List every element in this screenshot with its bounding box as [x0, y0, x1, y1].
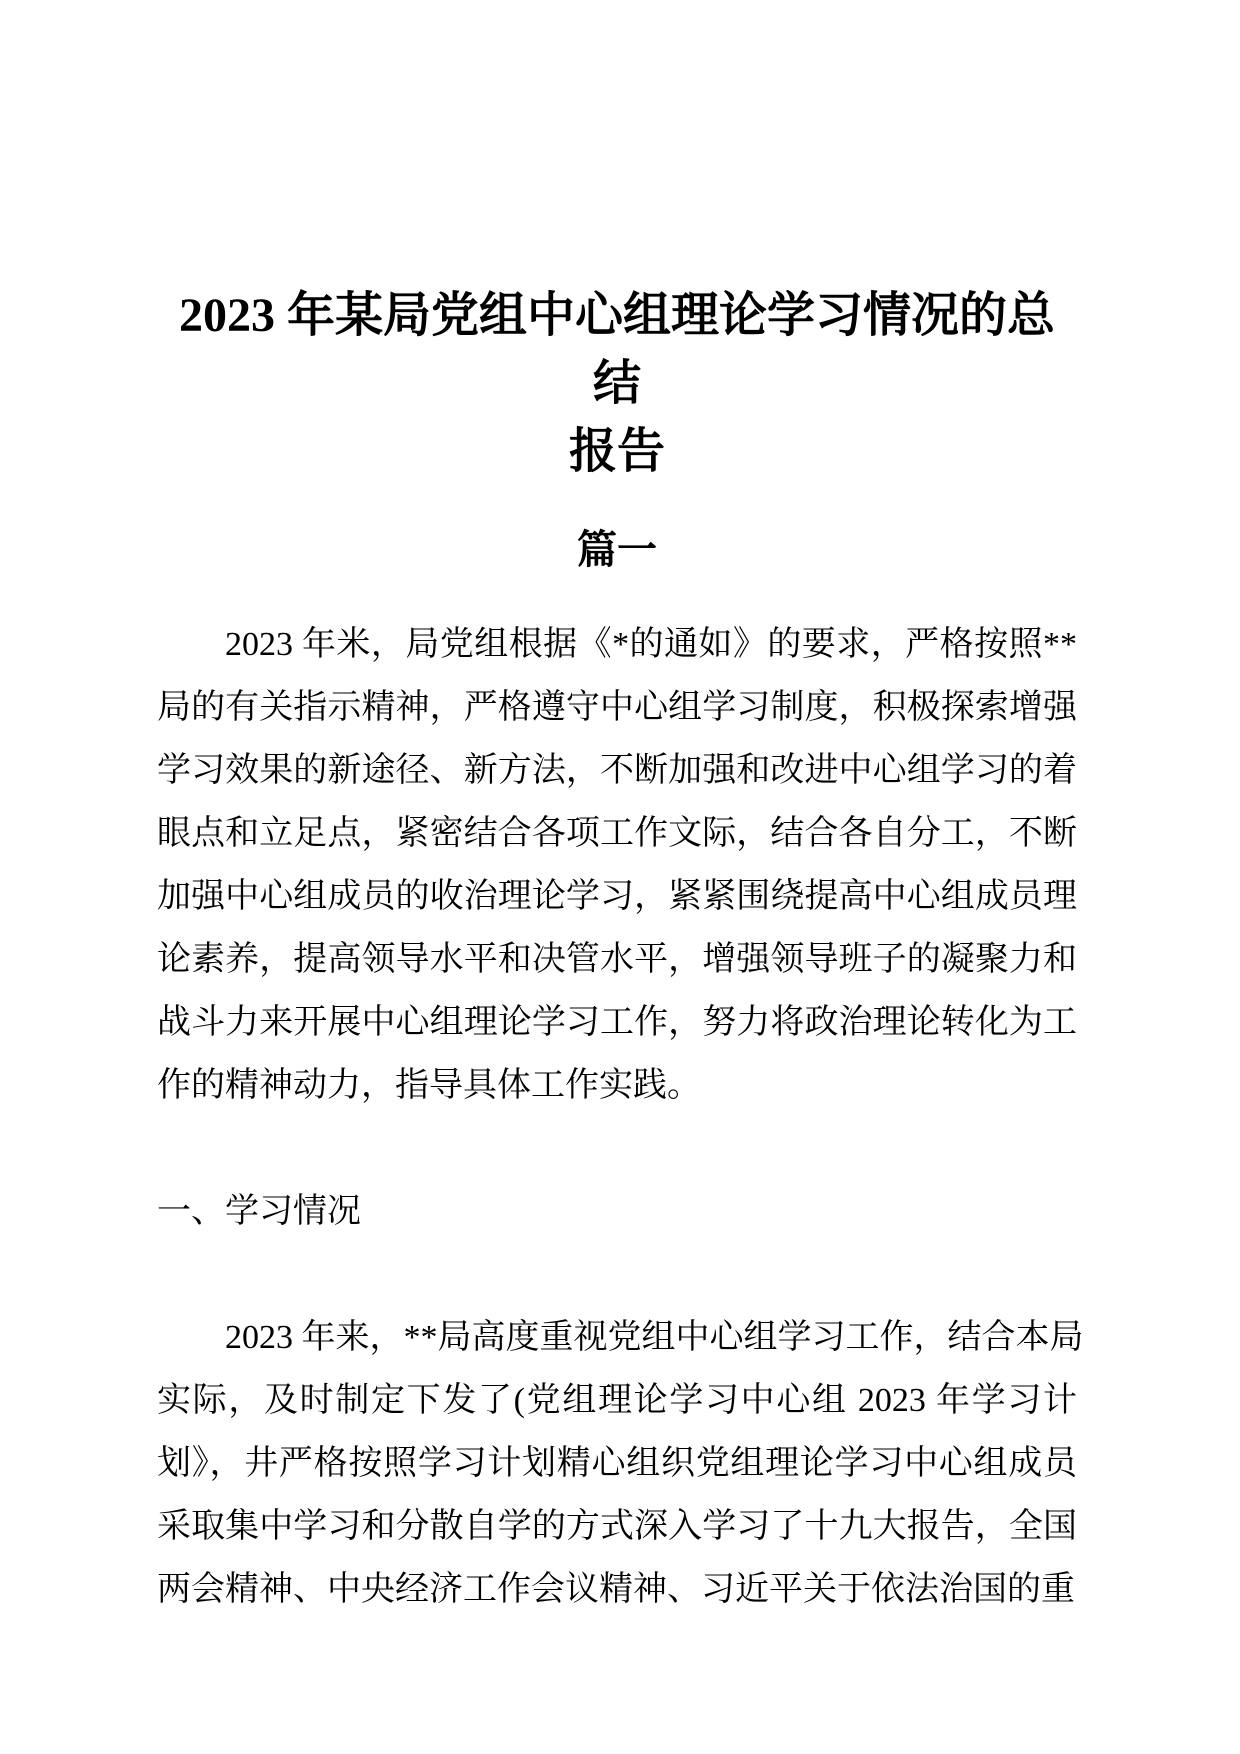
- body-line: 眼点和立足点，紧密结合各项工作文际，结合各自分工，不断: [157, 815, 1077, 853]
- body-line: 实际，及时制定下发了(党组理论学习中心组 2023 年学习计: [157, 1382, 1077, 1420]
- body-line: 加强中心组成员的收治理论学习，紧紧围绕提高中心组成员理: [157, 878, 1077, 916]
- body-line: 两会精神、中央经济工作会议精神、习近平关于依法治国的重: [157, 1571, 1075, 1609]
- section-label: 篇一: [577, 527, 657, 573]
- body-line: 采取集中学习和分散自学的方式深入学习了十九大报告，全国: [157, 1508, 1077, 1546]
- body-line: 战斗力来开展中心组理论学习工作，努力将政治理论转化为工: [157, 1004, 1077, 1042]
- document-title-line-1: 2023 年某局党组中心组理论学习情况的总结: [178, 289, 1055, 411]
- body-line: 论素养，提高领导水平和决管水平，增强领导班子的凝聚力和: [157, 941, 1077, 979]
- paragraph-2: [157, 1306, 1084, 1621]
- section-heading-1: 一、学习情况: [157, 1192, 361, 1231]
- document-title: [157, 282, 1077, 486]
- document-title-line-2: 报告: [568, 425, 665, 479]
- body-line: 2023 年米，局党组根据《*的通如》的要求，严格按照**: [225, 626, 1077, 664]
- body-line: 学习效果的新途径、新方法，不断加强和改进中心组学习的着: [157, 752, 1077, 790]
- body-line: 划》，井严格按照学习计划精心组织党组理论学习中心组成员: [157, 1445, 1077, 1483]
- body-line: 2023 年来，**局高度重视党组中心组学习工作，结合本局: [225, 1319, 1084, 1357]
- body-line: 作的精神动力，指导具体工作实践。: [157, 1067, 701, 1105]
- paragraph-1: [157, 613, 1077, 1117]
- body-line: 局的有关指示精神，严格遵守中心组学习制度，积极探索增强: [157, 689, 1077, 727]
